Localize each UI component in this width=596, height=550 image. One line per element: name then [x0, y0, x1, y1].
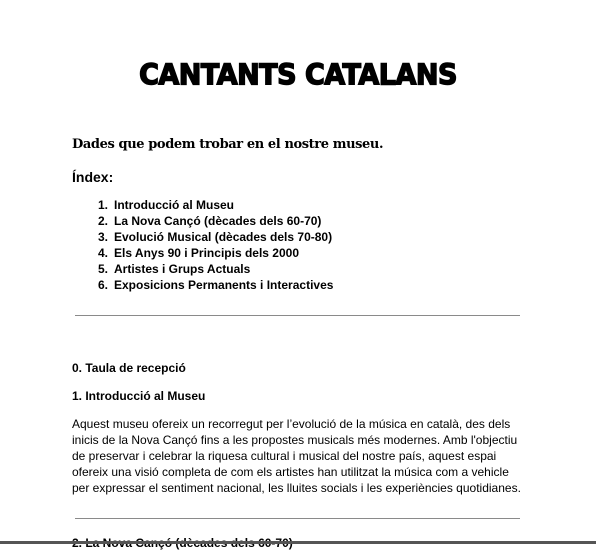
toc-number: 3.	[97, 230, 108, 244]
section-1-heading: 1. Introducció al Museu	[72, 389, 206, 403]
toc-item[interactable]	[72, 261, 333, 277]
document-title: CANTANTS CATALANS	[139, 59, 457, 92]
toc-number: 2.	[97, 214, 108, 228]
toc-label: Artistes i Grups Actuals	[114, 262, 251, 276]
paragraph-line: Aquest museu ofereix un recorregut per l’evolució de la música en català, des dels	[72, 417, 511, 431]
toc-number: 1.	[97, 198, 108, 212]
toc-item[interactable]	[72, 277, 333, 293]
paragraph-line: de preservar i celebrar la riquesa cultural i musical del nostre país, aquest espai	[72, 449, 497, 463]
divider	[75, 315, 520, 316]
toc-label: Els Anys 90 i Principis dels 2000	[114, 246, 299, 260]
divider	[75, 518, 520, 519]
paragraph-line: inicis de la Nova Cançó fins a les propostes musicals més modernes. Amb l'objectiu	[72, 433, 518, 447]
section-0-heading: 0. Taula de recepció	[72, 361, 186, 375]
toc-label: Introducció al Museu	[114, 198, 235, 212]
index-heading: Índex:	[72, 169, 114, 185]
toc-item[interactable]	[72, 213, 333, 229]
toc-number: 4.	[97, 246, 108, 260]
toc-label: Evolució Musical (dècades dels 70-80)	[114, 230, 333, 244]
toc-label: La Nova Cançó (dècades dels 60-70)	[114, 214, 322, 228]
toc-label: Exposicions Permanents i Interactives	[114, 278, 334, 292]
toc-number: 5.	[97, 262, 108, 276]
toc-item[interactable]	[72, 229, 333, 245]
toc-number: 6.	[97, 278, 108, 292]
paragraph-line: per expressar el sentiment nacional, les lluites socials i les experiències quotidianes.	[72, 481, 521, 495]
toc-item[interactable]	[72, 197, 333, 213]
table-of-contents	[72, 197, 333, 293]
toc-item[interactable]	[72, 245, 333, 261]
paragraph-line: ofereix una visió completa de com els artistes han utilitzat la música com a vehicle	[72, 465, 509, 479]
section-1-paragraph	[72, 416, 524, 496]
document-subtitle: Dades que podem trobar en el nostre museu.	[72, 137, 384, 152]
